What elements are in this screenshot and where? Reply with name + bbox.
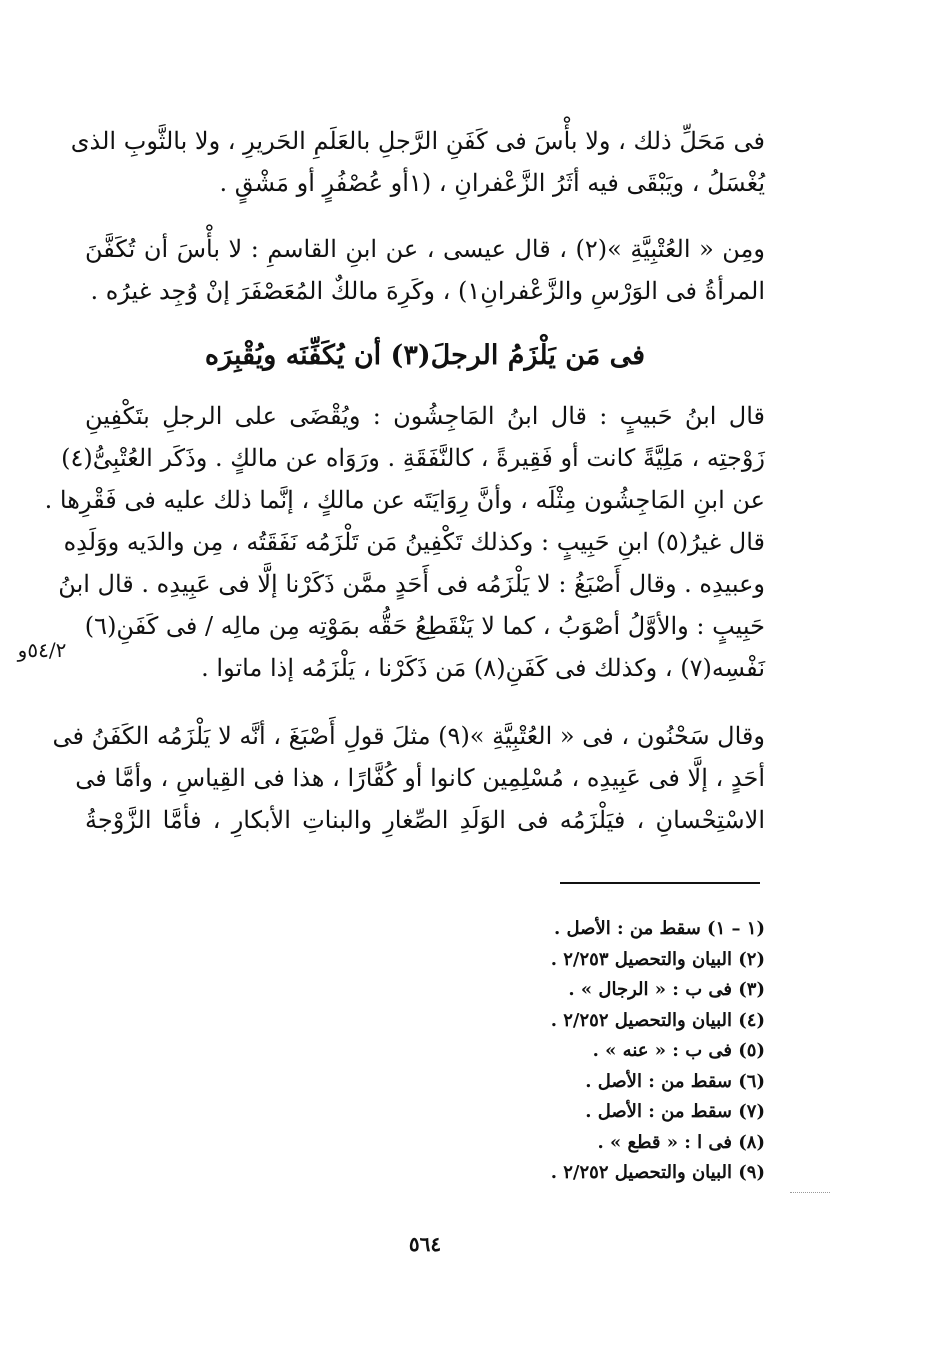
paragraph-1: [70, 120, 765, 204]
paragraph-4: [52, 715, 765, 841]
footnote: (٧) سقط من : الأصل .: [585, 1101, 765, 1122]
footnote: (٨) فى ا : « قطع » .: [597, 1131, 765, 1153]
footnote: (٤) البيان والتحصيل ٢/٢٥٢ .: [550, 1009, 765, 1031]
text-line: أحَدٍ ، إلَّا فى عَبِيدِه ، مُسْلِمِين كانوا أو كُفَّارًا ، هذا فى القِياسِ ، وأمَّا فى: [75, 764, 765, 792]
text-line: فى مَحَلِّ ذلك ، ولا بأْسَ فى كَفَنِ الرَّجلِ بالعَلَمِ الحَريرِ ، ولا بالثَّوبِ الذى: [70, 127, 765, 155]
page-number: ٥٦٤: [408, 1232, 442, 1256]
text-line: حَبِيبٍ : والأوَّلُ أصْوَبُ ، كما لا يَنْقَطِعُ حَقُّه بمَوْتِه مِن مالِه / فى كَفَنِ(٦): [84, 612, 765, 640]
paragraph-2: [85, 228, 765, 312]
footnote: (٩) البيان والتحصيل ٢/٢٥٢ .: [550, 1162, 765, 1183]
footnote: (٥) فى ب : « عنه » .: [592, 1040, 765, 1061]
footnote: (٢) البيان والتحصيل ٢/٢٥٣ .: [550, 948, 765, 970]
paragraph-3: [44, 395, 765, 689]
footnote: (٣) فى ب : « الرجال » .: [568, 979, 765, 1000]
text-line: وعبيدِه . وقال أَصْبَغُ : لا يَلْزَمُه فى أَحَدٍ ممَّن ذَكَرْنا إلَّا فى عَبِيدِه . قال ابنُ: [58, 570, 765, 598]
text-line: قال ابنُ حَبيبٍ : قال ابنُ المَاجِشُون : ويُقْضَى على الرجلِ بتَكْفِينِ: [85, 402, 765, 430]
text-line: وقال سَحْنُون ، فى « العُتْبِيَّةِ »(٩) مثلَ قولِ أَصْبَغَ ، أنَّه لا يَلْزَمُه الكَفَنُ فى: [52, 722, 765, 750]
text-line: الاسْتِحْسانِ ، فيَلْزَمُه فى الوَلَدِ الصِّغارِ والبناتِ الأبكارِ ، فأمَّا الزَّوْجةُ: [85, 806, 765, 834]
text-line: يُغْسَلُ ، ويَبْقَى فيه أثَرُ الزَّعْفرانِ ، (١أو عُصْفُرٍ أو مَشْقٍ .: [219, 169, 765, 197]
footnote-divider: [560, 882, 760, 884]
text-line: المرأةُ فى الوَرْسِ والزَّعْفرانِ١) ، وكَرِهَ مالكٌ المُعَصْفَرَ إنْ وُجِد غيرُه .: [90, 277, 765, 305]
text-line: قال غيرُ(٥) ابنِ حَبِيبٍ : وكذلك تَكْفِينُ مَن تَلْزَمُه نَفَقَتُه ، مِن والدَيه ووَلَدِه: [63, 528, 765, 556]
footnote: (٦) سقط من : الأصل .: [585, 1070, 765, 1092]
scan-artifact: [790, 1192, 830, 1193]
manuscript-folio-note: ٥٤/٢و: [17, 638, 67, 662]
text-line: عن ابنِ المَاجِشُون مِثْلَه ، وأنَّ رِوَايَتَه عن مالكٍ ، إنَّما ذلك عليه فى فَقْرِها .: [44, 486, 765, 514]
text-line: نَفْسِه(٧) ، وكذلك فى كَفَنِ(٨) مَن ذَكَرْنا ، يَلْزَمُه إذا ماتوا .: [201, 654, 765, 682]
text-line: ومِن « العُتْبِيَّةِ »(٢) ، قال عيسى ، عن ابنِ القاسمِ : لا بأْسَ أن تُكَفَّنَ: [85, 235, 765, 263]
section-heading: فى مَن يَلْزَمُ الرجلَ(٣) أن يُكَفِّنَه ويُقْبِرَه: [204, 340, 646, 371]
text-line: زَوْجتِه ، مَلِيَّةً كانت أو فَقِيرةً ، كالنَّفَقَةِ . ورَوَاه عن مالكٍ . وذَكَر العُتْبِىُّ(٤): [61, 444, 765, 472]
footnote: (١ – ١) سقط من : الأصل .: [554, 918, 765, 939]
footnotes: [400, 914, 765, 1189]
